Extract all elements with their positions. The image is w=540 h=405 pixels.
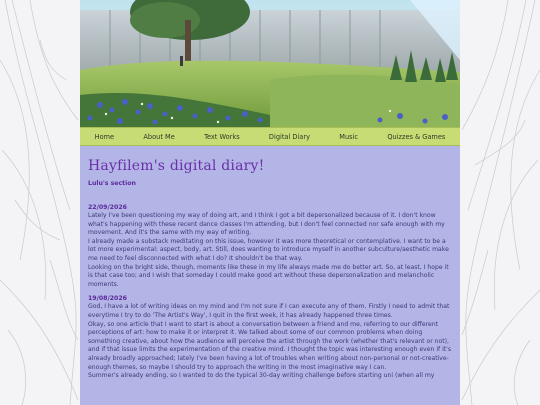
nav-music[interactable]: Music	[339, 132, 359, 141]
main-nav	[80, 127, 460, 146]
entry-paragraph: Lately I've been questioning my way of doing art, and I think I got a bit depersonalized because of it. I don't know what's happening with these recent dance classes I'm attending, but I don't feel connected nor safe enough with my movement. And it's the same with my way of writing.	[88, 212, 445, 237]
entry-paragraph: Okay, so one article that I want to start is about a conversation between a friend and me, referring to our different perceptions of art: how to make it or interpret it. We talked about some of our common problems when doing something creative, about how the audience will perceive the artist through the work (whether that's relevant or not), and if that issue limits the experimentation of the creative mind. I thought the topic was interesting enough even if it's already broadly approached; lately I've been having a lot of troubles when writing about non-personal or not-creative-enough themes, so maybe I should try to approach the writing in the most imaginative way I can.	[88, 320, 452, 371]
nav-home[interactable]: Home	[94, 132, 115, 141]
main-content	[88, 158, 454, 387]
entry-paragraph: God, I have a lot of writing ideas on my mind and I'm not sure if I can execute any of them. Firstly I need to admit that everytime I try to do 'The Artist's Way', I quit in the first week, it has already happened three times.	[88, 303, 450, 319]
entry-paragraph: I already made a substack meditating on this issue, however it was more theoretical or contemplative. I want to be a lot more experimental: aspect, body, art. Still, does wanting to introduce myself in another subculture/aesthetic make me need to feel disconnected with what I do? It shouldn't be that way.	[88, 237, 449, 262]
header-banner-illustration	[80, 0, 460, 127]
nav-quizzes-games[interactable]: Quizzes & Games	[387, 132, 446, 141]
sketch-decoration-right	[460, 0, 540, 405]
nav-about-me[interactable]: About Me	[143, 132, 175, 141]
entry-date: 22/09/2026	[88, 204, 127, 211]
entry-paragraph: Summer's already ending, so I wanted to do the typical 30-day writing challenge before starting uni (when all my	[88, 372, 435, 380]
section-subtitle: Lulu's section	[88, 180, 136, 187]
diary-entry	[88, 295, 454, 380]
entry-paragraph: Looking on the bright side, though, moments like these in my life always made me do better art. So, at least, I hope it is that case too; and I wish that someday I could make good art without these depersonalization and melancholic moments.	[88, 263, 449, 288]
diary-entry	[88, 204, 454, 289]
page-title: Hayfilem's digital diary!	[88, 158, 265, 174]
entry-date: 19/08/2026	[88, 295, 127, 303]
nav-text-works[interactable]: Text Works	[204, 132, 240, 141]
site-container	[80, 0, 460, 405]
nav-digital-diary[interactable]: Digital Diary	[268, 132, 310, 141]
sketch-decoration-left	[0, 0, 80, 405]
